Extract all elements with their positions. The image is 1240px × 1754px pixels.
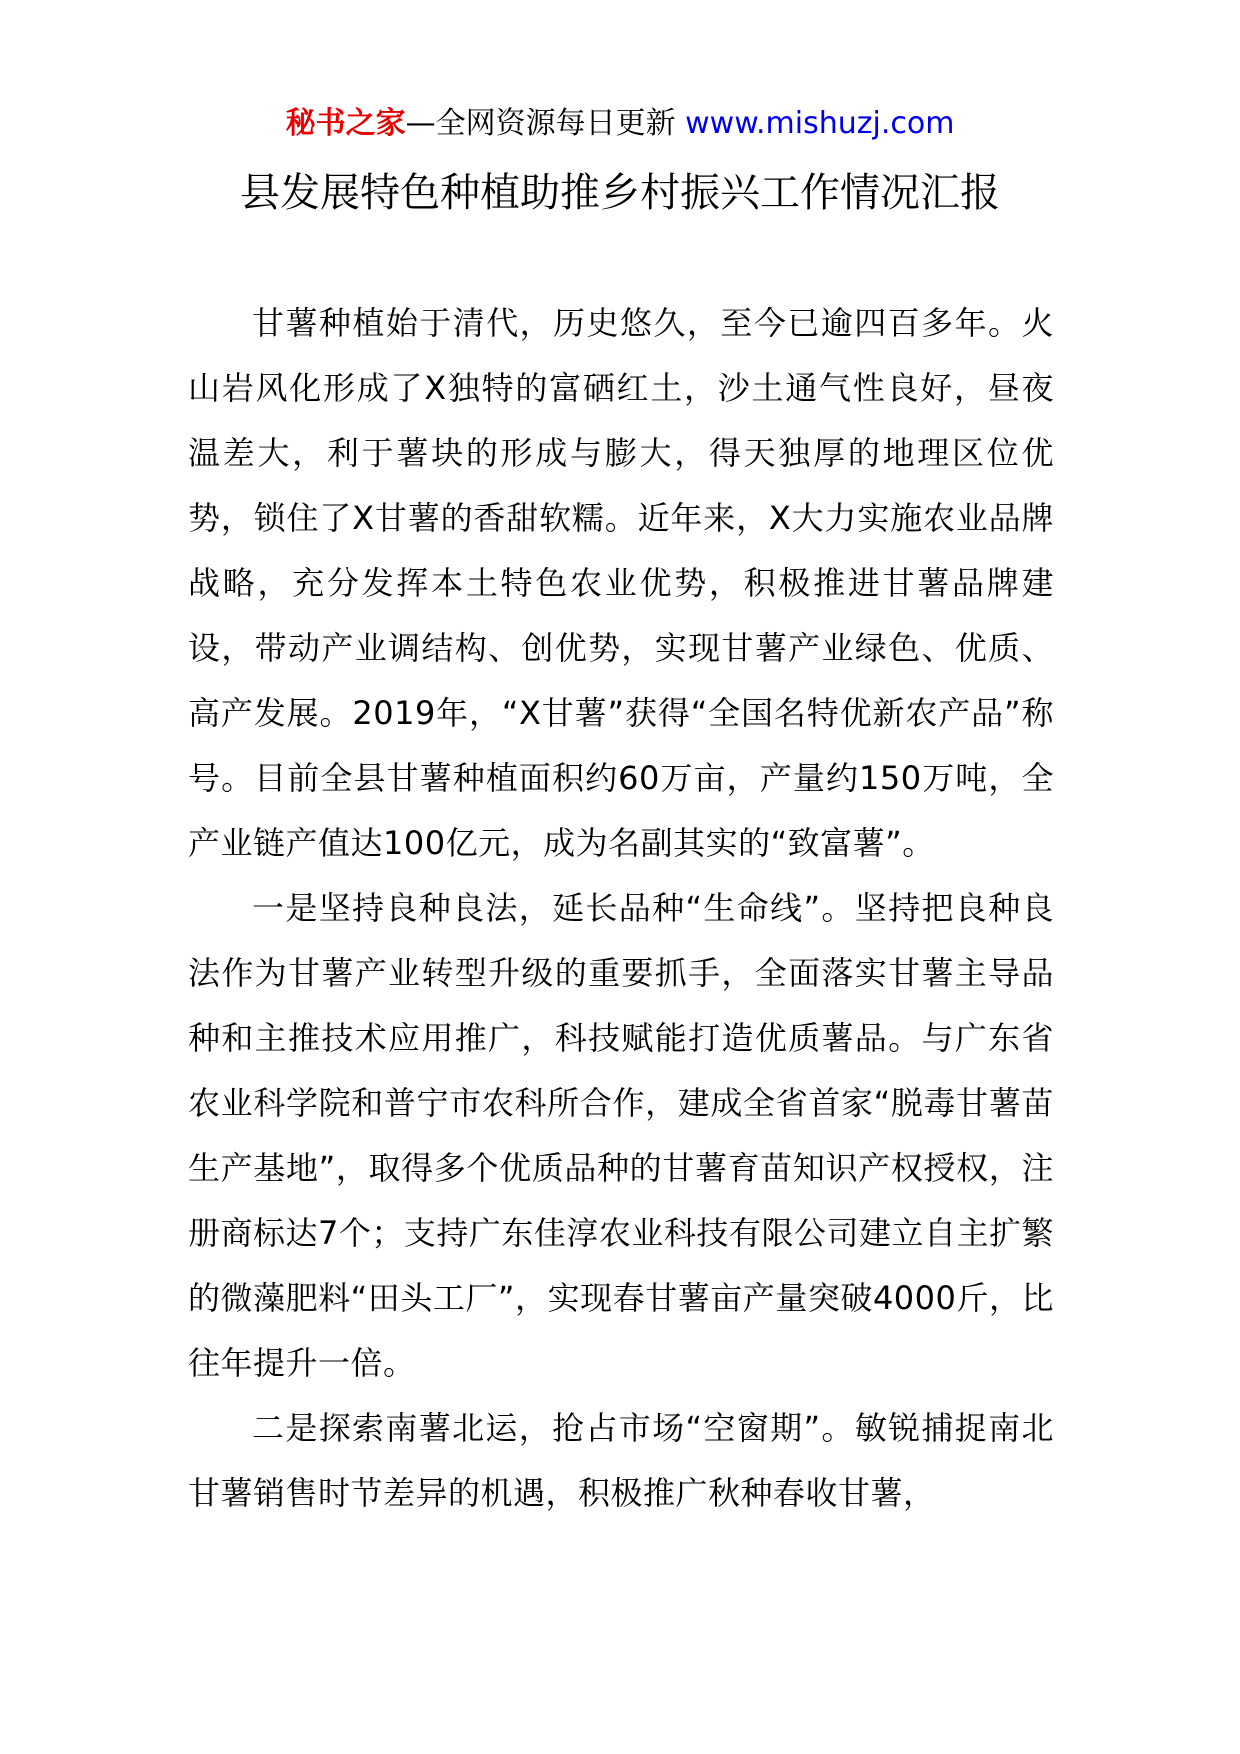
paragraph-text: 坚持把良种良法作为甘薯产业转型升级的重要抓手，全面落实甘薯主导品种和主推技术应用推广，科技赋能打造优质薯品。与广东省农业科学院和普宁市农科所合作，建成全省首家“脱毒甘薯苗生产基地”，取得多个优质品种的甘薯育苗知识产权授权，注册商标达7个；支持广东佳淳农业科技有限公司建立自主扩繁的微藻肥料“田头工厂”，实现春甘薯亩产量突破4000斤，比往年提升一倍。 bbox=[188, 889, 1054, 1382]
paragraph-text: 甘薯种植始于清代，历史悠久，至今已逾四百多年。火山岩风化形成了X独特的富硒红土，沙土通气性良好，昼夜温差大，利于薯块的形成与膨大，得天独厚的地理区位优势，锁住了X甘薯的香甜软糯。近年来，X大力实施农业品牌战略，充分发挥本土特色农业优势，积极推进甘薯品牌建设，带动产业调结构、创优势，实现甘薯产业绿色、优质、高产发展。2019年，“X甘薯”获得“全国名特优新农产品”称号。目前全县甘薯种植面积约60万亩，产量约150万吨，全产业链产值达100亿元，成为名副其实的“致富薯”。 bbox=[188, 304, 1054, 862]
paragraph-section-one bbox=[188, 876, 1054, 1396]
site-url-link[interactable]: www.mishuzj.com bbox=[685, 106, 955, 141]
brand-name: 秘书之家 bbox=[285, 106, 406, 141]
section-heading: 二是探索南薯北运，抢占市场“空窗期”。 bbox=[252, 1409, 855, 1447]
section-heading: 一是坚持良种良法，延长品种“生命线”。 bbox=[252, 889, 855, 927]
document-body bbox=[188, 291, 1054, 1526]
site-header bbox=[0, 104, 1240, 144]
brand-slogan: —全网资源每日更新 bbox=[405, 106, 676, 141]
paragraph-section-two bbox=[188, 1396, 1054, 1526]
document-title: 县发展特色种植助推乡村振兴工作情况汇报 bbox=[240, 170, 1000, 216]
paragraph-text: 敏锐捕捉南北甘薯销售时节差异的机遇，积极推广秋种春收甘薯， bbox=[188, 1409, 1054, 1512]
paragraph-intro bbox=[188, 291, 1054, 876]
